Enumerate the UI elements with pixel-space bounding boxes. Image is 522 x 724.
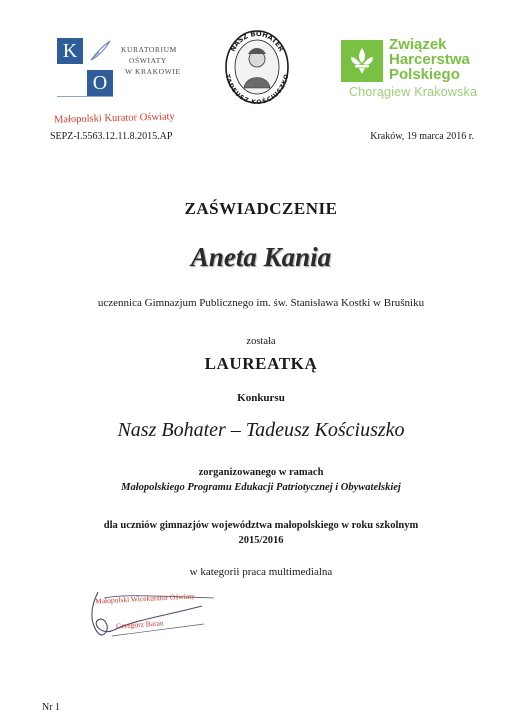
zhp-logo [341, 37, 481, 107]
kosciuszko-medallion [222, 26, 292, 106]
kurator-stamp: Małopolski Kurator Oświaty [53, 111, 175, 126]
zhp-name-line-1: Związek [389, 36, 447, 53]
logo-underline [57, 96, 113, 97]
kuratorium-line-2: OŚWIATY [129, 56, 167, 65]
logo-letter-o: O [87, 70, 113, 96]
award-title: LAUREATKĄ [204, 354, 318, 373]
kuratorium-logo [57, 38, 187, 100]
zhp-name-line-2: Harcerstwa [389, 51, 470, 68]
audience-text: dla uczniów gimnazjów województwa małopolskiego w roku szkolnym [103, 520, 419, 531]
wicekurator-stamp: Małopolski Wicekurator Oświaty [94, 591, 196, 606]
reference-number: SEPZ-I.5563.12.11.8.2015.AP [50, 131, 173, 142]
zhp-subtitle: Chorągiew Krakowska [349, 85, 478, 99]
contest-name: Nasz Bohater – Tadeusz Kościuszko [117, 419, 405, 441]
signatory-name-stamp: Grzegorz Baran [115, 618, 164, 631]
category-text: w kategorii praca multimedialna [189, 566, 333, 578]
school-line: uczennica Gimnazjum Publicznego im. św. Stanisława Kostki w Brušniku [97, 297, 425, 309]
kuratorium-line-1: KURATORIUM [121, 45, 177, 54]
medallion-bottom-text: TADEUSZ KOŚCIUSZKO [223, 73, 291, 106]
zhp-name [389, 37, 484, 82]
kuratorium-line-3: W KRAKOWIE [125, 67, 181, 76]
feather-icon [87, 38, 113, 64]
kuratorium-name [121, 44, 191, 77]
logo-letter-k: K [57, 38, 83, 64]
certificate-title: ZAŚWIADCZENIE [184, 199, 338, 218]
program-name: Małopolskiego Programu Edukacji Patriotycznej i Obywatelskiej [121, 482, 401, 493]
certificate-number: Nr 1 [42, 702, 61, 713]
zhp-name-line-3: Polskiego [389, 66, 460, 83]
medallion-top-text: NASZ BOHATER [228, 29, 286, 53]
issue-date: Kraków, 19 marca 2016 r. [370, 131, 474, 142]
zostala-text: została [246, 336, 276, 347]
organized-text: zorganizowanego w ramach [198, 467, 324, 478]
recipient-name: Aneta Kania [190, 242, 332, 272]
konkursu-label: Konkursu [237, 392, 285, 404]
scout-lily-icon [341, 40, 383, 82]
school-year: 2015/2016 [238, 535, 284, 546]
